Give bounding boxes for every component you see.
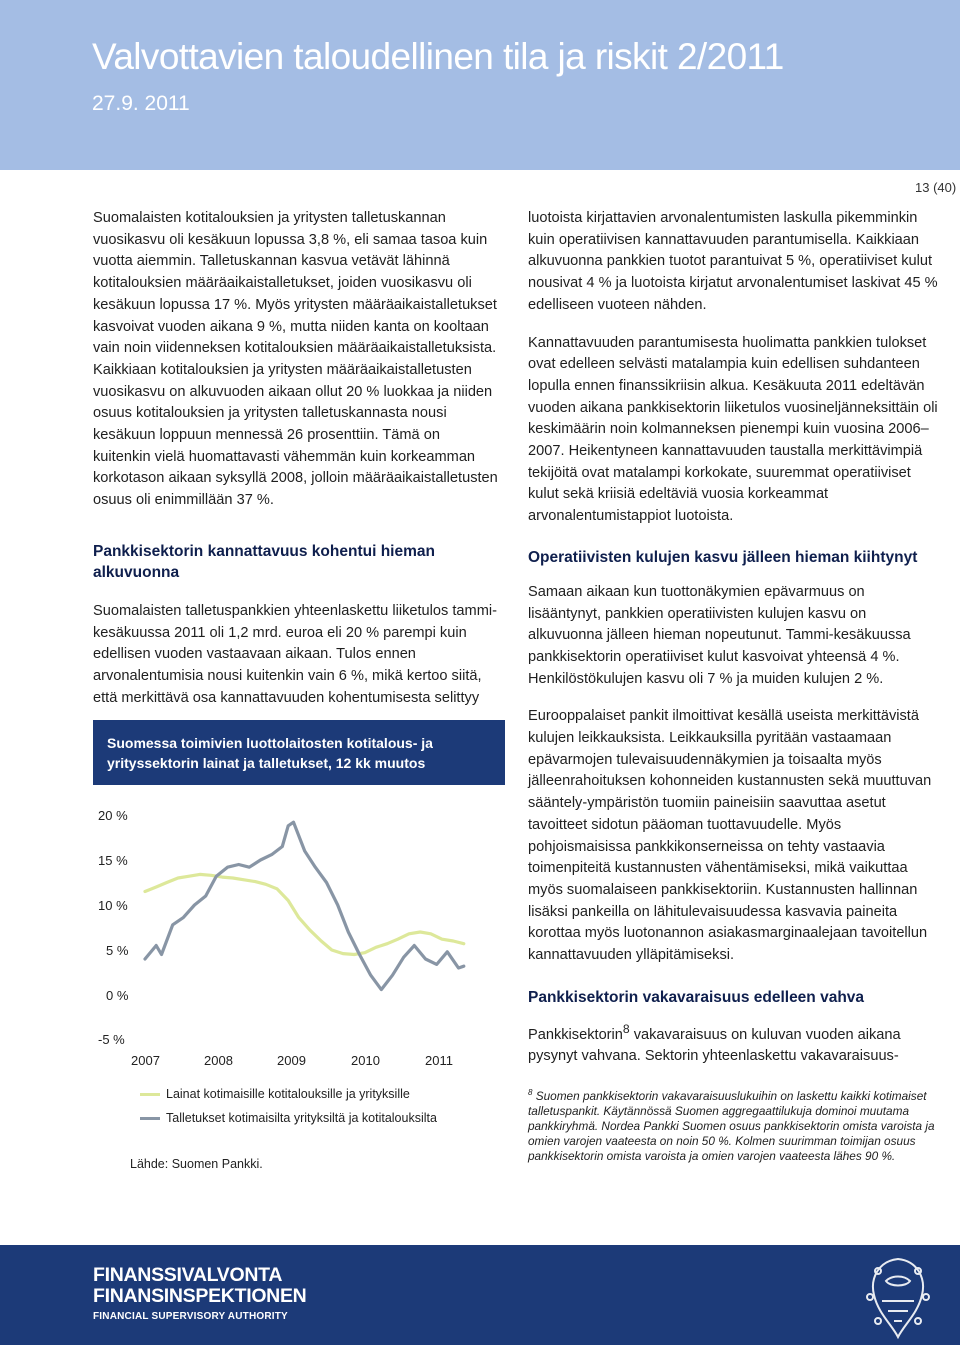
footnote-ref: 8	[622, 1021, 630, 1036]
x-tick-label: 2010	[351, 1053, 380, 1068]
footnote-text: Suomen pankkisektorin vakavaraisuuslukuihin on laskettu kaikki kotimaiset talletuspankit. Käytännössä Suomen aggregaattilukuja dominoi muutama pankkiryhmä. Nordea Pankki Suomen osuus pankkisektorin omista varoista ja omien varojen vaateesta on noin 50 %. Kolmen suurimman toimijan osuus pankkisektorin omista varoista ja omien varojen vaateesta lähes 90 %.	[528, 1088, 935, 1163]
right-paragraph-5	[528, 1019, 938, 1068]
legend-item-deposits	[140, 1111, 437, 1125]
series-line-2	[145, 822, 464, 989]
right-paragraph-2: Kannattavuuden parantumisesta huolimatta pankkien tulokset ovat edelleen selvästi matalampia kuin edellisen suhdanteen lopulla ennen finanssikriisin alkua. Kesäkuuta 2011 edeltävän vuoden aikana pankkisektorin liiketulos vuosineljänneksittäin oli keskimäärin noin kolmanneksen pienempi kuin vuosina 2006–2007. Heikentyneen kannattavuuden taustalla merkittävimpiä tekijöitä ovat matalampi korkokate, suuremmat operatiiviset kulut sekä kriisiä edeltäviä vuosia korkeammat arvonalentumistappiot luotoista.	[528, 334, 938, 525]
right-heading-2: Pankkisektorin vakavaraisuus edelleen vahva	[528, 988, 865, 1006]
legend-label: Talletukset kotimaisilta yrityksiltä ja kotitalouksilta	[166, 1111, 437, 1125]
right-paragraph-4: Eurooppalaiset pankit ilmoittivat kesällä useista merkittävistä kulujen leikkauksista. Leikkauksilla pyritään vastaamaan epävarmojen tulevaisuudennäkymien ja toisaalta myös jälleenrahoituksen kohonneiden kustannusten sekä muuttuvan sääntely-ympäristön tuomiin paineisiin saavuttaa asetut tavoitteet sidotun pääoman tuottavuudelle. Myös pohjoismaisissa pankkikonserneissa on tehty vastaavia toimenpiteitä kustannusten vähentämiseksi, mikä vaikuttaa myös suomalaiseen pankkisektoriin. Kustannusten hallinnan lisäksi pankeilla on lähitulevaisuudessa kasvavia paineita korottaa myös luotonannon asiakasmarginaalejaan tavoitellun kannattavuuden ylläpitämiseksi.	[528, 708, 932, 964]
left-heading: Pankkisektorin kannattavuus kohentui hieman alkuvuonna	[93, 542, 435, 581]
legend-swatch	[140, 1117, 160, 1120]
y-tick-label: -5 %	[98, 1032, 125, 1047]
page-header	[0, 0, 960, 170]
x-tick-label: 2011	[425, 1053, 453, 1068]
page-title: Valvottavien taloudellinen tila ja riskit 2/2011	[92, 36, 784, 77]
legend-item-loans	[140, 1087, 410, 1101]
page-number: 13 (40)	[915, 180, 957, 195]
footnote	[528, 1085, 938, 1164]
right-column	[528, 208, 938, 1068]
x-tick-label: 2008	[204, 1053, 233, 1068]
footnote-number: 8	[528, 1088, 533, 1097]
chart-source: Lähde: Suomen Pankki.	[130, 1157, 263, 1171]
legend-swatch	[140, 1093, 160, 1096]
y-tick-label: 0 %	[106, 988, 129, 1003]
y-tick-label: 5 %	[106, 943, 129, 958]
legend-label: Lainat kotimaisille kotitalouksille ja yrityksille	[166, 1087, 410, 1101]
series-line-1	[145, 874, 464, 954]
chart-title: Suomessa toimivien luottolaitosten kotitalous- ja yrityssektorin lainat ja talletukset, 12 kk muutos	[107, 735, 433, 771]
paragraph-text: Pankkisektorin	[528, 1026, 623, 1043]
right-paragraph-1: luotoista kirjattavien arvonalentumisten laskulla pikemminkin kuin operatiivisen kannattavuuden parantumisella. Kaikkiaan alkuvuonna pankkien tuotot parantuivat 5 %, operatiiviset kulut nousivat 4 % ja luotoista kirjatut arvonalentumiset laskivat 45 % edelliseen vuoteen nähden.	[528, 210, 938, 313]
x-tick-label: 2007	[131, 1053, 160, 1068]
left-paragraph-2: Suomalaisten talletuspankkien yhteenlaskettu liiketulos tammi-kesäkuussa 2011 oli 1,2 mrd. euroa eli 20 % parempi kuin edellisen vuoden vastaavaan aikaan. Tulos ennen arvonalentumisia nousi kuitenkin vain 6 %, mikä kertoo siitä, että merkittävä osa kannattavuuden kohentumisesta selittyy	[93, 602, 497, 706]
y-tick-label: 20 %	[98, 808, 128, 823]
footer-brand-fi: FINANSSIVALVONTA	[93, 1264, 283, 1286]
lion-crest-icon	[848, 1251, 948, 1345]
page-date: 27.9. 2011	[92, 92, 190, 115]
footer-brand-sv: FINANSINSPEKTIONEN	[93, 1285, 307, 1307]
chart-title-box	[93, 720, 505, 785]
footer-brand-en: FINANCIAL SUPERVISORY AUTHORITY	[93, 1311, 288, 1322]
right-paragraph-3: Samaan aikaan kun tuottonäkymien epävarmuus on lisääntynyt, pankkien operatiivisten kulujen kasvu on alkuvuonna jälleen hieman nopeutunut. Tammi-kesäkuussa pankkisektorin operatiiviset kulut kasvoivat yhteensä 4 %. Henkilöstökulujen kasvu oli 7 % ja muiden kulujen 2 %.	[528, 583, 911, 687]
y-tick-label: 10 %	[98, 898, 128, 913]
paragraph-text: vakavaraisuus on kuluvan vuoden aikana pysynyt vahvana. Sektorin yhteenlaskettu vakavaraisuus-	[528, 1026, 901, 1065]
page-footer	[0, 1245, 960, 1345]
x-tick-label: 2009	[277, 1053, 306, 1068]
right-heading-1: Operatiivisten kulujen kasvu jälleen hieman kiihtynyt	[528, 548, 918, 566]
left-column	[93, 208, 501, 709]
y-tick-label: 15 %	[98, 853, 128, 868]
left-paragraph-1: Suomalaisten kotitalouksien ja yritysten talletuskannan vuosikasvu oli kesäkuun lopussa 3,8 %, eli samaa tasoa kuin vuotta aiemmin. Talletuskannan kasvua vetävät lähinnä kotitalouksien määräaikaistalletukset, joiden vuosikasvu oli kesäkuun lopussa 17 %. Myös yritysten määräaikaistalletukset kasvoivat vuoden aikana 9 %, mutta niiden kanta on kooltaan vain noin viidenneksen kotitalouksien määräaikaistalletuksista. Kaikkiaan kotitalouksien ja yritysten määräaikaistalletusten vuosikasvu on alkuvuoden aikaan ollut 20 % luokkaa ja niiden osuus kotitalouksien ja yritysten talletuskannasta nousi kesäkuun loppuun mennessä 26 prosenttiin. Tämä on kuitenkin vielä huomattavasti vähemmän kuin korkeamman korkotason aikaan syksyllä 2008, jolloin määräaikaistalletusten osuus oli enimmillään 37 %.	[93, 210, 498, 509]
